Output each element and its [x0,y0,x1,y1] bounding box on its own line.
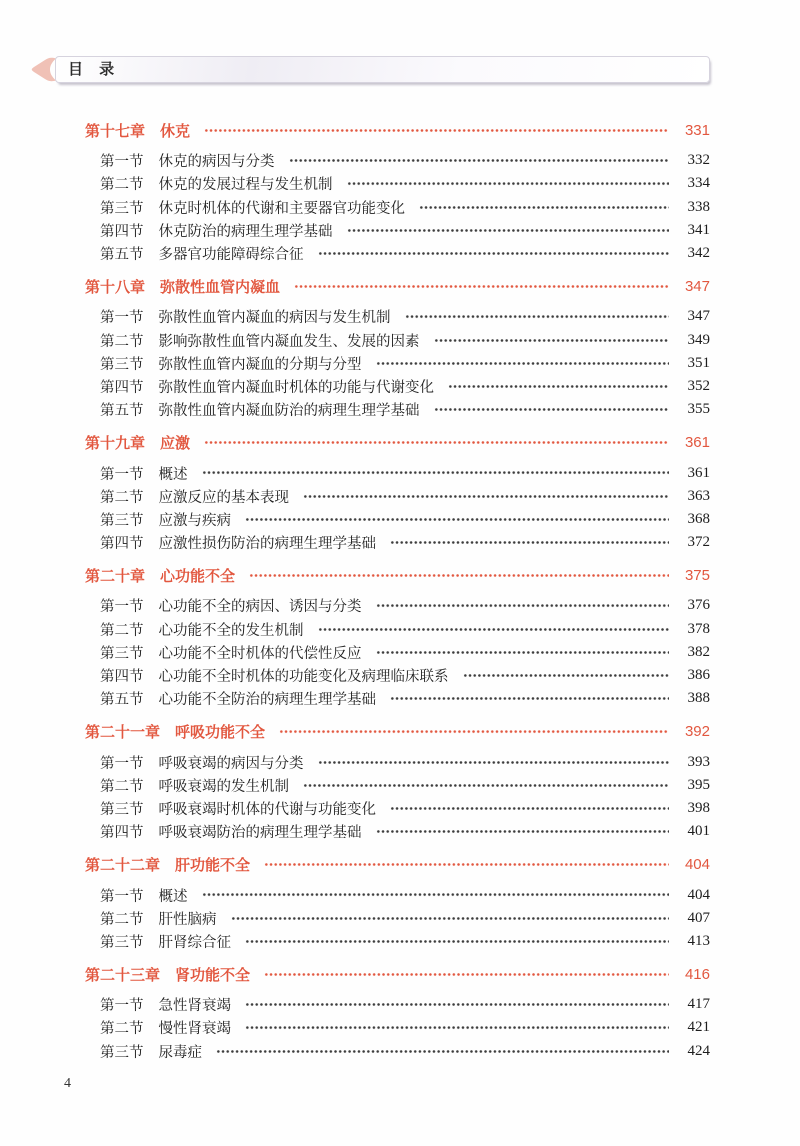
dot-leader [264,853,669,876]
chapter-number-label: 第十七章 [85,123,146,141]
section-title: 弥散性血管内凝血时机体的功能与代谢变化 [158,379,434,396]
toc-section-row [85,172,710,195]
toc-section-row [85,242,710,265]
dot-leader [245,1016,669,1039]
section-number-label: 第一节 [100,466,144,483]
chapter-number-label: 第十九章 [85,435,146,453]
toc-section-row [85,508,710,531]
section-title: 多器官功能障碍综合征 [158,247,304,264]
dot-leader [376,594,670,617]
section-page-number: 355 [687,401,710,418]
section-title: 弥散性血管内凝血防治的病理生理学基础 [158,403,420,420]
section-number-label: 第二节 [100,177,144,194]
toc-header-title: 目 录 [68,61,121,78]
chapter-title: 心功能不全 [160,568,236,586]
section-title: 肝肾综合征 [158,934,231,951]
section-title: 心功能不全的病因、诱因与分类 [158,599,362,616]
section-number-label: 第四节 [100,223,144,240]
dot-leader [249,564,669,587]
chapter-page-number: 392 [684,723,710,741]
section-title: 呼吸衰竭时机体的代谢与功能变化 [158,801,376,818]
section-page-number: 342 [687,245,710,262]
dot-leader [245,993,669,1016]
chapter-page-number: 347 [684,278,710,296]
section-number-label: 第一节 [100,310,144,327]
toc-chapter-row [85,119,710,142]
toc-section-row [85,820,710,843]
chapter-title: 呼吸功能不全 [175,724,266,742]
dot-leader [264,963,669,986]
section-title: 应激性损伤防治的病理生理学基础 [158,536,376,553]
toc-chapter-row [85,853,710,876]
chapter-number-label: 第二十二章 [85,857,161,875]
section-number-label: 第二节 [100,622,144,639]
section-number-label: 第二节 [100,333,144,350]
section-number-label: 第一节 [100,888,144,905]
section-page-number: 341 [687,221,710,238]
chapter-page-number: 375 [684,567,710,585]
section-page-number: 398 [687,799,710,816]
toc-section-row [85,398,710,421]
toc-section-row [85,149,710,172]
dot-leader [202,461,670,484]
dot-leader [434,398,670,421]
dot-leader [279,720,669,743]
toc-chapter-row [85,564,710,587]
section-number-label: 第一节 [100,154,144,171]
dot-leader [347,219,670,242]
section-number-label: 第二节 [100,778,144,795]
toc [85,109,710,1063]
toc-section-row [85,774,710,797]
dot-leader [376,352,670,375]
toc-section-row [85,907,710,930]
dot-leader [318,242,670,265]
dot-leader [463,664,670,687]
section-number-label: 第四节 [100,379,144,396]
section-number-label: 第五节 [100,692,144,709]
toc-section-row [85,687,710,710]
dot-leader [294,275,669,298]
chapter-title: 肾功能不全 [175,967,251,985]
section-page-number: 382 [687,643,710,660]
section-title: 休克的病因与分类 [158,154,275,171]
section-title: 心功能不全时机体的功能变化及病理临床联系 [158,669,449,686]
toc-section-row [85,352,710,375]
section-title: 弥散性血管内凝血的病因与发生机制 [158,310,391,327]
dot-leader [390,687,669,710]
toc-section-row [85,485,710,508]
section-number-label: 第三节 [100,934,144,951]
section-page-number: 332 [687,152,710,169]
section-number-label: 第一节 [100,998,144,1015]
section-page-number: 417 [687,996,710,1013]
toc-header [55,56,710,83]
section-page-number: 361 [687,464,710,481]
section-title: 休克的发展过程与发生机制 [158,177,333,194]
toc-section-row [85,751,710,774]
section-title: 弥散性血管内凝血的分期与分型 [158,356,362,373]
chapter-title: 应激 [160,435,191,453]
section-page-number: 372 [687,534,710,551]
section-page-number: 413 [687,932,710,949]
dot-leader [390,531,669,554]
section-title: 呼吸衰竭的发生机制 [158,778,289,795]
toc-section-row [85,883,710,906]
section-page-number: 351 [687,354,710,371]
dot-leader [289,149,670,172]
chapter-title: 休克 [160,123,191,141]
section-title: 休克防治的病理生理学基础 [158,223,333,240]
section-page-number: 334 [687,175,710,192]
section-page-number: 363 [687,487,710,504]
toc-section-row [85,305,710,328]
footer-page-number: 4 [64,1076,71,1091]
section-number-label: 第五节 [100,247,144,264]
toc-section-row [85,461,710,484]
toc-section-row [85,219,710,242]
dot-leader [318,618,670,641]
dot-leader [419,196,669,219]
section-title: 呼吸衰竭防治的病理生理学基础 [158,825,362,842]
section-title: 心功能不全防治的病理生理学基础 [158,692,376,709]
section-number-label: 第五节 [100,403,144,420]
dot-leader [448,375,669,398]
dot-leader [376,641,670,664]
toc-section-row [85,375,710,398]
toc-section-row [85,1016,710,1039]
section-number-label: 第三节 [100,356,144,373]
section-page-number: 347 [687,308,710,325]
toc-chapter-row [85,720,710,743]
section-title: 休克时机体的代谢和主要器官功能变化 [158,200,405,217]
toc-section-row [85,993,710,1016]
section-title: 应激与疾病 [158,512,231,529]
section-number-label: 第一节 [100,755,144,772]
toc-section-row [85,1040,710,1063]
section-number-label: 第二节 [100,911,144,928]
section-title: 影响弥散性血管内凝血发生、发展的因素 [158,333,420,350]
dot-leader [390,797,669,820]
section-number-label: 第四节 [100,825,144,842]
section-number-label: 第三节 [100,512,144,529]
section-page-number: 404 [687,886,710,903]
chapter-page-number: 331 [684,122,710,140]
toc-chapter-row [85,275,710,298]
section-title: 心功能不全时机体的代偿性反应 [158,645,362,662]
chapter-number-label: 第二十章 [85,568,146,586]
section-title: 慢性肾衰竭 [158,1021,231,1038]
section-page-number: 352 [687,377,710,394]
dot-leader [216,1040,669,1063]
section-number-label: 第二节 [100,1021,144,1038]
section-title: 心功能不全的发生机制 [158,622,304,639]
dot-leader [245,930,669,953]
section-number-label: 第一节 [100,599,144,616]
toc-section-row [85,594,710,617]
toc-chapter-row [85,431,710,454]
chapter-title: 弥散性血管内凝血 [160,279,281,297]
back-arrow-icon [30,57,58,82]
dot-leader [434,329,670,352]
section-number-label: 第四节 [100,536,144,553]
section-number-label: 第二节 [100,489,144,506]
chapter-number-label: 第十八章 [85,279,146,297]
toc-section-row [85,618,710,641]
section-number-label: 第三节 [100,801,144,818]
chapter-title: 肝功能不全 [175,857,251,875]
section-page-number: 421 [687,1019,710,1036]
dot-leader [347,172,670,195]
section-page-number: 407 [687,909,710,926]
section-number-label: 第三节 [100,200,144,217]
section-page-number: 395 [687,776,710,793]
dot-leader [204,119,669,142]
section-page-number: 388 [687,690,710,707]
section-page-number: 386 [687,667,710,684]
section-title: 呼吸衰竭的病因与分类 [158,755,304,772]
section-title: 概述 [158,888,188,905]
section-page-number: 368 [687,510,710,527]
section-title: 急性肾衰竭 [158,998,231,1015]
chapter-number-label: 第二十一章 [85,724,161,742]
section-page-number: 378 [687,620,710,637]
section-page-number: 376 [687,597,710,614]
section-page-number: 338 [687,198,710,215]
section-title: 肝性脑病 [158,911,217,928]
dot-leader [231,907,670,930]
toc-section-row [85,531,710,554]
toc-header-bar [55,56,710,83]
toc-section-row [85,797,710,820]
section-title: 概述 [158,466,188,483]
dot-leader [376,820,670,843]
section-title: 尿毒症 [158,1044,202,1061]
toc-section-row [85,641,710,664]
section-page-number: 349 [687,331,710,348]
section-number-label: 第三节 [100,645,144,662]
dot-leader [318,751,670,774]
toc-section-row [85,196,710,219]
chapter-page-number: 416 [684,966,710,984]
section-page-number: 401 [687,823,710,840]
toc-chapter-row [85,963,710,986]
section-number-label: 第三节 [100,1044,144,1061]
toc-section-row [85,329,710,352]
section-page-number: 393 [687,753,710,770]
dot-leader [204,431,669,454]
section-page-number: 424 [687,1042,710,1059]
chapter-number-label: 第二十三章 [85,967,161,985]
section-number-label: 第四节 [100,669,144,686]
dot-leader [303,485,669,508]
section-title: 应激反应的基本表现 [158,489,289,506]
dot-leader [303,774,669,797]
dot-leader [405,305,670,328]
dot-leader [245,508,669,531]
chapter-page-number: 404 [684,856,710,874]
dot-leader [202,883,670,906]
toc-section-row [85,930,710,953]
chapter-page-number: 361 [684,434,710,452]
toc-section-row [85,664,710,687]
